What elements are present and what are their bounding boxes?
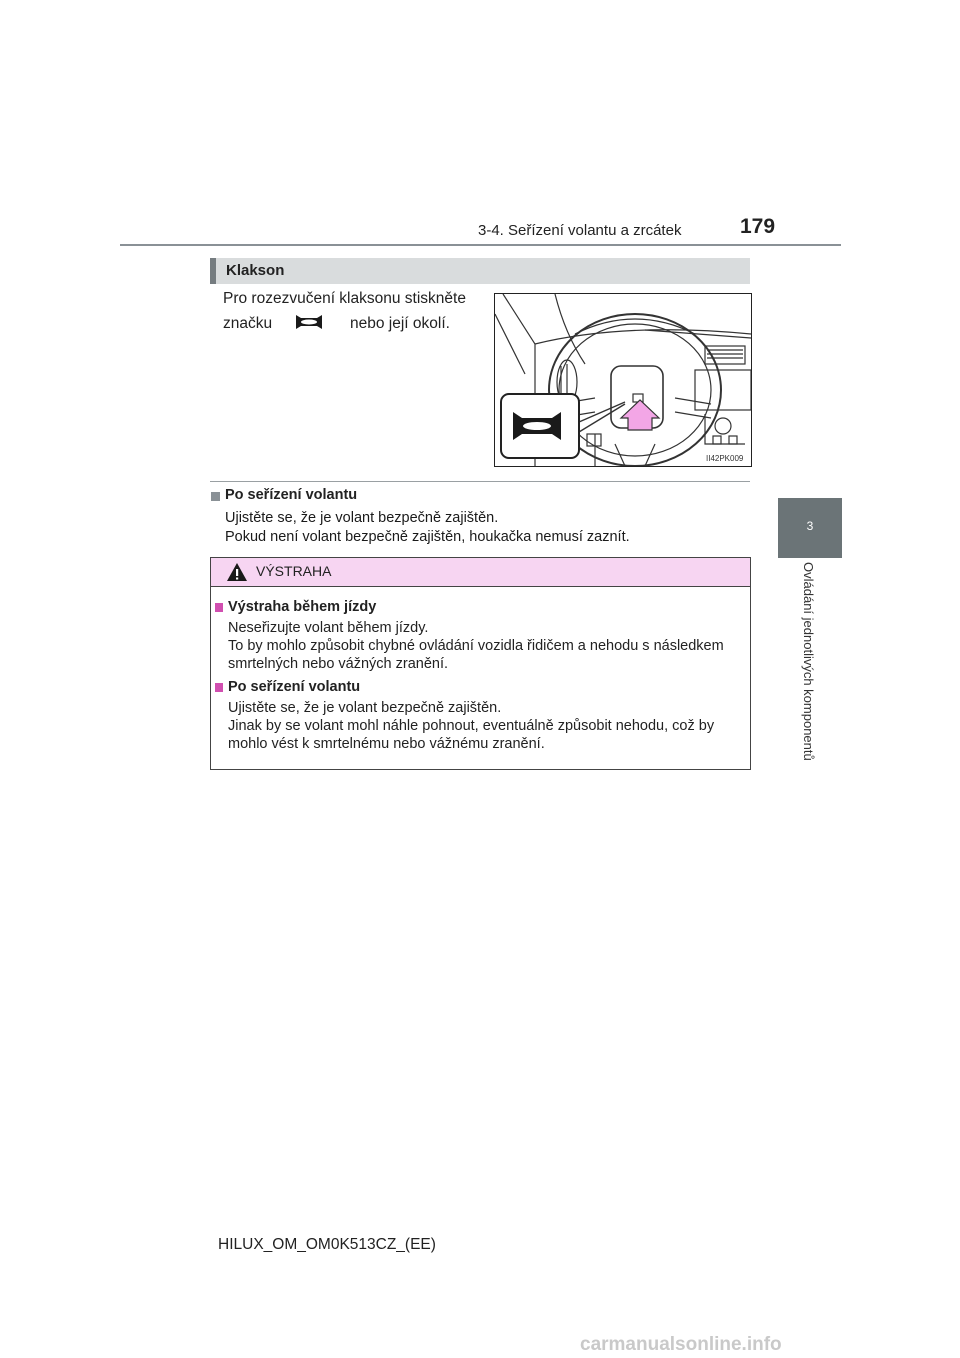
page-number: 179	[740, 215, 776, 238]
document-code: HILUX_OM_OM0K513CZ_(EE)	[218, 1236, 436, 1253]
figure-code: II42PK009	[706, 454, 744, 463]
note-bullet	[211, 492, 220, 501]
warning-item-line: mohlo vést k smrtelnému nebo vážnému zranění.	[228, 736, 545, 752]
warning-item-heading: Výstraha během jízdy	[228, 599, 377, 615]
press-arrow	[621, 400, 659, 430]
steering-wheel-illustration	[495, 294, 751, 466]
section-heading: Klakson	[226, 262, 285, 279]
chapter-number: 3	[806, 519, 814, 533]
section-divider	[210, 481, 750, 482]
intro-text-line1: Pro rozezvučení klaksonu stiskněte	[223, 290, 466, 307]
running-header-title: 3-4. Seřízení volantu a zrcátek	[478, 222, 682, 239]
section-heading-bar	[210, 258, 750, 284]
warning-item-line: To by mohlo způsobit chybné ovládání vozidla řidičem a nehodu s následkem	[228, 638, 724, 654]
warning-item-bullet	[215, 603, 223, 612]
warning-triangle-icon	[226, 562, 248, 582]
warning-item-bullet	[215, 683, 223, 692]
warning-item-line: Neseřizujte volant během jízdy.	[228, 620, 429, 636]
note-heading: Po seřízení volantu	[225, 487, 358, 503]
horn-icon	[286, 308, 332, 336]
note-text-line2: Pokud není volant bezpečně zajištěn, houkačka nemusí zaznít.	[225, 529, 630, 545]
watermark: carmanualsonline.info	[580, 1334, 782, 1355]
note-text-line1: Ujistěte se, že je volant bezpečně zajištěn.	[225, 510, 499, 526]
warning-item-line: smrtelných nebo vážných zranění.	[228, 656, 449, 672]
header-rule	[120, 244, 841, 246]
warning-title: VÝSTRAHA	[256, 563, 332, 579]
warning-item-line: Jinak by se volant mohl náhle pohnout, eventuálně způsobit nehodu, což by	[228, 718, 715, 734]
intro-text-line2-start: značku	[223, 315, 273, 332]
chapter-side-label: Ovládání jednotlivých komponentů	[801, 562, 816, 761]
warning-item-heading: Po seřízení volantu	[228, 679, 361, 695]
steering-wheel-figure	[494, 293, 752, 467]
chapter-tab	[778, 498, 842, 558]
intro-text-line2-end: nebo její okolí.	[350, 315, 450, 332]
warning-item-line: Ujistěte se, že je volant bezpečně zajištěn.	[228, 700, 502, 716]
